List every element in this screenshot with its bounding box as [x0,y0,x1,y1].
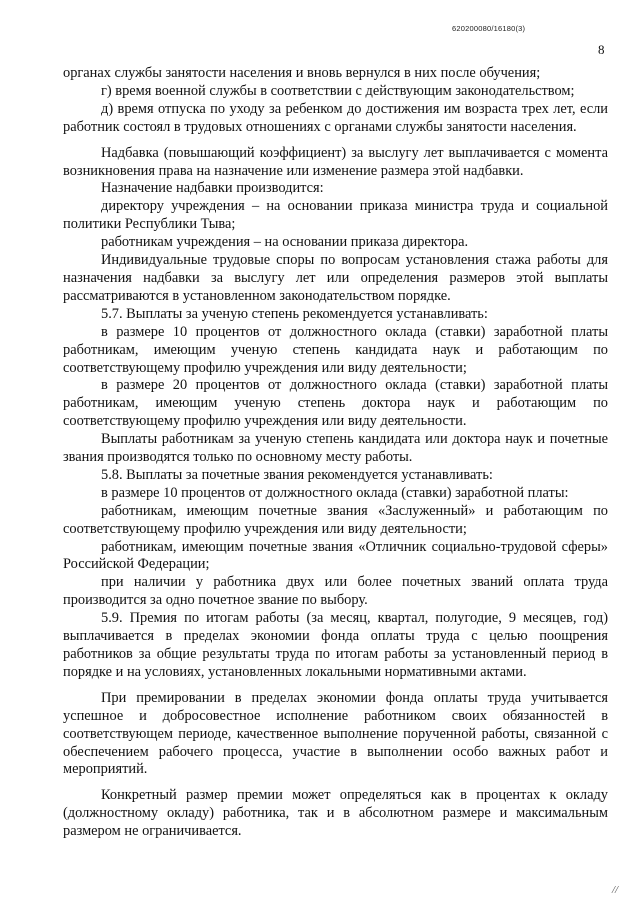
paragraph: органах службы занятости населения и вновь вернулся в них после обучения; [63,65,541,81]
paragraph: Конкретный размер премии может определяться как в процентах к окладу (должностному окладу) работника, так и в абсолютном размере и максимальным размером не ограничивается. [63,787,608,840]
paragraph: д) время отпуска по уходу за ребенком до достижения им возраста трех лет, если работник состоял в трудовых отношениях с органами службы занятости населения. [63,100,608,135]
paragraph: в размере 10 процентов от должностного оклада (ставки) заработной платы работникам, имеющим ученую степень кандидата наук и работающим по соответствующему профилю учреждения или виду деятельности; [63,323,608,376]
paragraph: работникам, имеющим почетные звания «Заслуженный» и работающим по соответствующему профилю учреждения или виду деятельности; [63,502,608,537]
paragraph: в размере 10 процентов от должностного оклада (ставки) заработной платы: [101,484,569,501]
paragraph: При премировании в пределах экономии фонда оплаты труда учитывается успешное и добросовестное исполнение работником своих обязанностей в соответствующем периоде, качественное выполнение порученной работы, связанной с обеспечением рабочего процесса, участие в выполнении особо важных работ и мероприятий. [63,689,608,778]
corner-mark: // [612,884,619,896]
paragraph: Индивидуальные трудовые споры по вопросам установления стажа работы для назначения надбавки за выслугу лет или определения размеров этой выплаты рассматриваются в установленном законодательством порядке. [63,252,608,304]
page-number: 8 [598,42,605,57]
paragraph: директору учреждения – на основании приказа министра труда и социальной политики Республики Тыва; [63,198,608,233]
paragraph: Назначение надбавки производится: [101,180,324,197]
paragraph: 5.9. Премия по итогам работы (за месяц, квартал, полугодие, 9 месяцев, год) выплачивается в пределах экономии фонда оплаты труда с целью поощрения работников за общие результаты труда по итогам работы за установленный период в порядке и на условиях, установленных локальными нормативными актами. [63,610,608,680]
document-body [63,65,608,841]
paragraph: 5.7. Выплаты за ученую степень рекомендуется устанавливать: [101,305,488,322]
paragraph: Выплаты работникам за ученую степень кандидата или доктора наук и почетные звания производятся только по основному месту работы. [63,431,608,466]
paragraph: в размере 20 процентов от должностного оклада (ставки) заработной платы работникам, имеющим ученую степень доктора наук и работающим по соответствующему профилю учреждения или виду деятельности. [63,377,608,430]
paragraph: работникам учреждения – на основании приказа директора. [101,234,469,251]
document-id: 620200080/16180(3) [452,24,526,33]
paragraph: работникам, имеющим почетные звания «Отличник социально-трудовой сферы» Российской Федерации; [63,538,608,573]
paragraph: 5.8. Выплаты за почетные звания рекомендуется устанавливать: [101,466,493,483]
paragraph: Надбавка (повышающий коэффициент) за выслугу лет выплачивается с момента возникновения права на назначение или изменение размера этой надбавки. [63,144,608,179]
paragraph: при наличии у работника двух или более почетных званий оплата труда производится за одно почетное звание по выбору. [63,574,608,609]
paragraph: г) время военной службы в соответствии с действующим законодательством; [101,82,575,99]
